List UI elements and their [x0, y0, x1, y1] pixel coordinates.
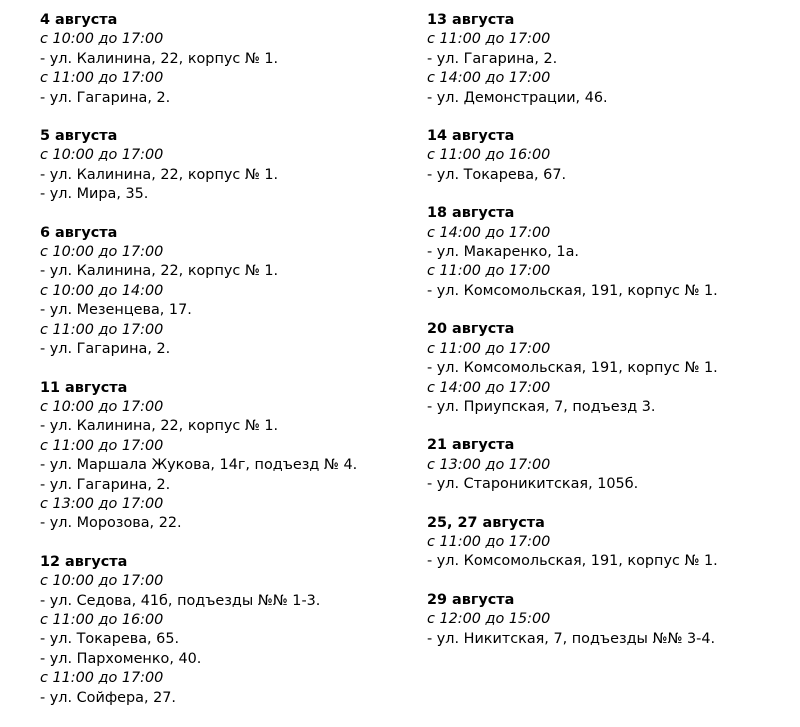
address-line: - ул. Пархоменко, 40. — [40, 650, 202, 667]
schedule-day — [427, 127, 797, 185]
address-line: - ул. Мира, 35. — [40, 186, 149, 203]
address-line: - ул. Гагарина, 2. — [40, 341, 171, 358]
address-line: - ул. Гагарина, 2. — [40, 476, 171, 493]
day-title: 4 августа — [40, 12, 118, 28]
address-line: - ул. Токарева, 65. — [40, 631, 180, 648]
day-title: 14 августа — [427, 128, 515, 145]
time-range: с 10:00 до 17:00 — [40, 573, 164, 590]
time-range: с 12:00 до 15:00 — [427, 611, 551, 628]
time-range: с 11:00 до 17:00 — [427, 263, 551, 280]
schedule-day — [427, 11, 797, 108]
day-title: 5 августа — [40, 128, 118, 145]
day-title: 6 августа — [40, 224, 118, 241]
schedule-column-left — [40, 11, 420, 727]
schedule-day — [427, 320, 797, 417]
time-range: с 10:00 до 17:00 — [40, 31, 164, 48]
day-title: 11 августа — [40, 379, 128, 396]
time-range: с 10:00 до 14:00 — [40, 282, 164, 299]
address-line: - ул. Калинина, 22, корпус № 1. — [40, 50, 279, 67]
address-line: - ул. Комсомольская, 191, корпус № 1. — [427, 553, 718, 570]
address-line: - ул. Никитская, 7, подъезды №№ 3-4. — [427, 630, 716, 647]
day-title: 29 августа — [427, 591, 515, 608]
time-range: с 10:00 до 17:00 — [40, 244, 164, 261]
day-title: 12 августа — [40, 553, 128, 570]
address-line: - ул. Сойфера, 27. — [40, 689, 176, 706]
address-line: - ул. Седова, 41б, подъезды №№ 1-3. — [40, 592, 321, 609]
address-line: - ул. Макаренко, 1а. — [427, 244, 579, 261]
schedule-day — [427, 514, 797, 572]
day-title: 20 августа — [427, 321, 515, 338]
day-title: 13 августа — [427, 12, 515, 28]
schedule-day — [40, 224, 420, 360]
address-line: - ул. Комсомольская, 191, корпус № 1. — [427, 360, 718, 377]
address-line: - ул. Маршала Жукова, 14г, подъезд № 4. — [40, 457, 358, 474]
schedule-day — [427, 436, 797, 494]
address-line: - ул. Староникитская, 105б. — [427, 476, 639, 493]
address-line: - ул. Калинина, 22, корпус № 1. — [40, 166, 279, 183]
time-range: с 11:00 до 17:00 — [40, 437, 164, 454]
day-title: 21 августа — [427, 437, 515, 454]
schedule-column-right — [427, 11, 797, 668]
time-range: с 11:00 до 17:00 — [40, 70, 164, 87]
time-range: с 13:00 до 17:00 — [40, 495, 164, 512]
time-range: с 11:00 до 17:00 — [427, 533, 551, 550]
address-line: - ул. Демонстрации, 46. — [427, 89, 608, 106]
time-range: с 11:00 до 16:00 — [427, 147, 551, 164]
time-range: с 11:00 до 17:00 — [427, 31, 551, 48]
time-range: с 14:00 до 17:00 — [427, 224, 551, 241]
time-range: с 14:00 до 17:00 — [427, 379, 551, 396]
schedule-day — [40, 11, 420, 108]
address-line: - ул. Гагарина, 2. — [40, 89, 171, 106]
schedule-day — [427, 591, 797, 649]
day-title: 25, 27 августа — [427, 514, 545, 531]
time-range: с 13:00 до 17:00 — [427, 456, 551, 473]
address-line: - ул. Комсомольская, 191, корпус № 1. — [427, 282, 718, 299]
schedule-day — [40, 553, 420, 708]
time-range: с 11:00 до 17:00 — [40, 321, 164, 338]
time-range: с 14:00 до 17:00 — [427, 70, 551, 87]
address-line: - ул. Приупская, 7, подъезд 3. — [427, 398, 656, 415]
address-line: - ул. Гагарина, 2. — [427, 50, 558, 67]
address-line: - ул. Калинина, 22, корпус № 1. — [40, 263, 279, 280]
address-line: - ул. Калинина, 22, корпус № 1. — [40, 418, 279, 435]
time-range: с 10:00 до 17:00 — [40, 147, 164, 164]
day-title: 18 августа — [427, 205, 515, 222]
time-range: с 11:00 до 17:00 — [40, 670, 164, 687]
time-range: с 11:00 до 16:00 — [40, 611, 164, 628]
address-line: - ул. Морозова, 22. — [40, 515, 182, 532]
schedule-day — [40, 127, 420, 205]
address-line: - ул. Мезенцева, 17. — [40, 302, 192, 319]
address-line: - ул. Токарева, 67. — [427, 166, 567, 183]
schedule-day — [427, 204, 797, 301]
time-range: с 11:00 до 17:00 — [427, 340, 551, 357]
schedule-day — [40, 379, 420, 534]
time-range: с 10:00 до 17:00 — [40, 398, 164, 415]
